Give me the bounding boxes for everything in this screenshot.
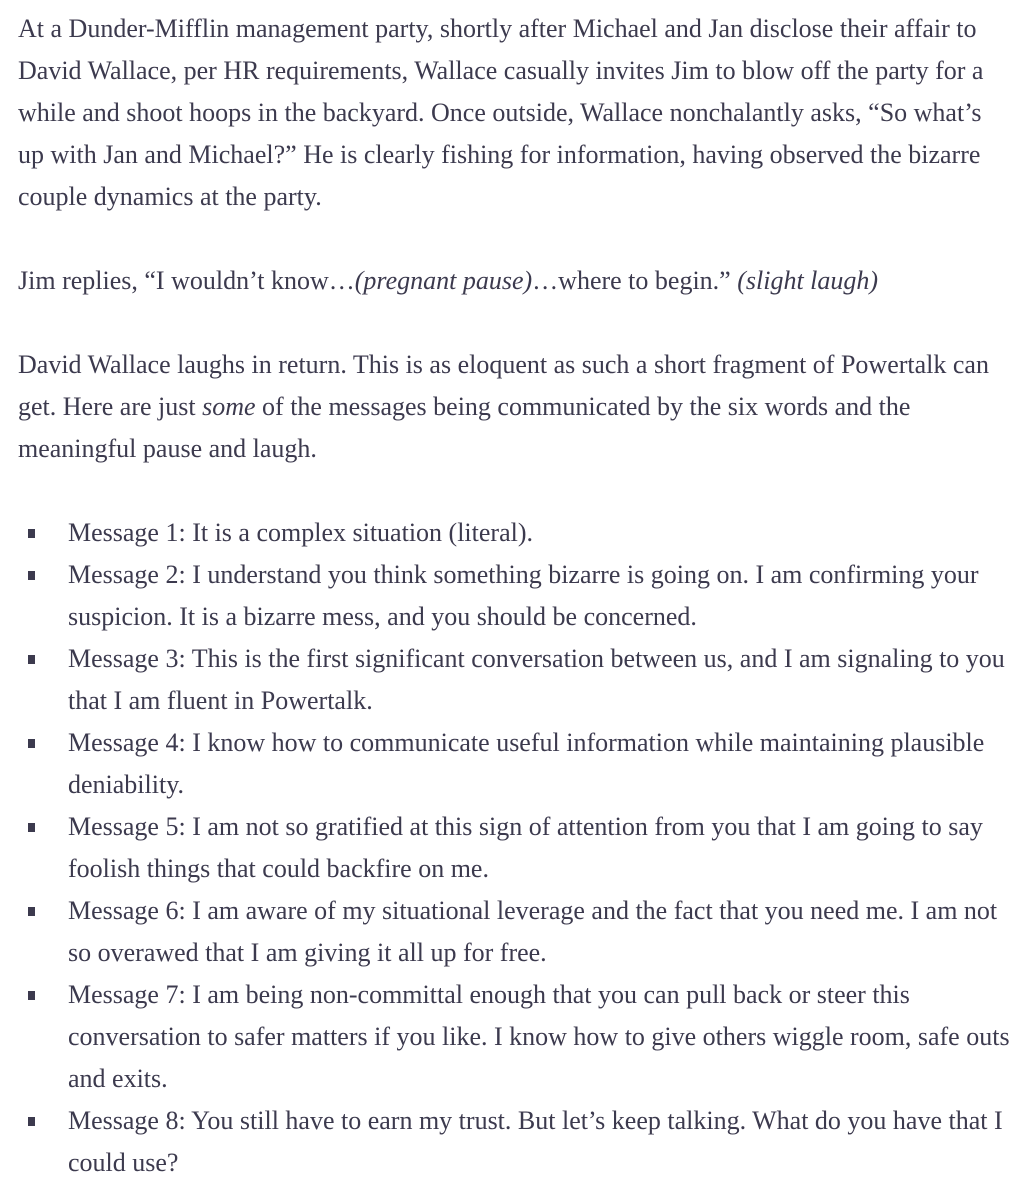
intro-paragraph: At a Dunder-Mifflin management party, shortly after Michael and Jan disclose their affair to David Wallace, per HR requirements, Wallace casually invites Jim to blow off the party for a while and shoot hoops in the backyard. Once outside, Wallace nonchalantly asks, “So what’s up with Jan and Michael?” He is clearly fishing for information, having observed the bizarre couple dynamics at the party.: [18, 14, 984, 211]
messages-list: [18, 512, 1012, 1184]
emphasis-some: some: [202, 392, 256, 421]
message-text: Message 4: I know how to communicate useful information while maintaining plausible deniability.: [68, 728, 985, 799]
wallace-paragraph: [18, 344, 1012, 470]
message-text: Message 5: I am not so gratified at this sign of attention from you that I am going to say foolish things that could backfire on me.: [68, 812, 983, 883]
paragraph-spacer: [18, 470, 1012, 512]
list-item: [68, 554, 1012, 638]
wallace-text-end: of the messages being communicated by the six words and the meaningful pause and laugh.: [18, 392, 911, 463]
jim-reply-text: Jim replies, “I wouldn’t know…: [18, 266, 355, 295]
list-item: [68, 512, 1012, 554]
bullet-square-icon: [28, 907, 35, 916]
bullet-square-icon: [28, 991, 35, 1000]
message-text: Message 7: I am being non-committal enough that you can pull back or steer this conversation to safer matters if you like. I know how to give others wiggle room, safe outs and exits.: [68, 980, 1010, 1093]
bullet-square-icon: [28, 1117, 35, 1126]
list-item: [68, 638, 1012, 722]
bullet-square-icon: [28, 529, 35, 538]
list-item: [68, 974, 1012, 1100]
slight-laugh-note: (slight laugh): [737, 266, 879, 295]
bullet-square-icon: [28, 739, 35, 748]
bullet-square-icon: [28, 655, 35, 664]
wallace-text: David Wallace laughs in return. This is as eloquent as such a short fragment of Powertalk can get. Here are just: [18, 350, 989, 421]
bullet-square-icon: [28, 571, 35, 580]
paragraph-spacer: [18, 302, 1012, 344]
pregnant-pause-note: (pregnant pause): [354, 266, 533, 295]
message-text: Message 3: This is the first significant conversation between us, and I am signaling to you that I am fluent in Powertalk.: [68, 644, 1005, 715]
list-item: [68, 806, 1012, 890]
bullet-square-icon: [28, 823, 35, 832]
message-text: Message 6: I am aware of my situational leverage and the fact that you need me. I am not so overawed that I am giving it all up for free.: [68, 896, 998, 967]
message-text: Message 1: It is a complex situation (literal).: [68, 518, 533, 547]
jim-reply-text-end: …where to begin.”: [532, 266, 738, 295]
list-item: [68, 722, 1012, 806]
message-text: Message 8: You still have to earn my trust. But let’s keep talking. What do you have that I could use?: [68, 1106, 1003, 1177]
jim-reply-paragraph: [18, 260, 1012, 302]
message-text: Message 2: I understand you think something bizarre is going on. I am confirming your suspicion. It is a bizarre mess, and you should be concerned.: [68, 560, 979, 631]
article-body: [18, 8, 1012, 1184]
list-item: [68, 890, 1012, 974]
list-item: [68, 1100, 1012, 1184]
paragraph-spacer: [18, 218, 1012, 260]
